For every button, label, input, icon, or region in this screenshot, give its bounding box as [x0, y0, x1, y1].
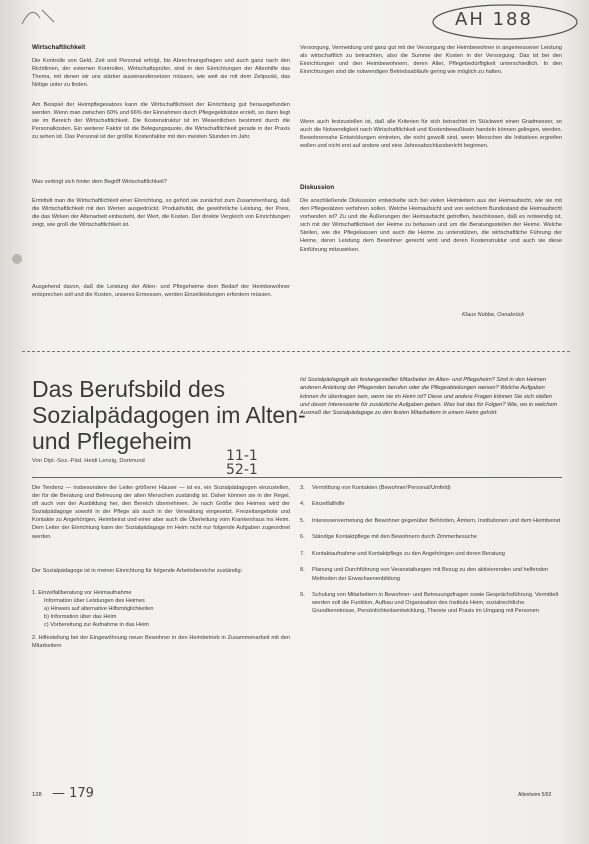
duty-number: 8. [300, 567, 305, 574]
duty-sub: c) Vorbereitung zur Aufnahme in das Heim [44, 622, 150, 629]
author-signature: Klaus Nobbe, Osnabrück [462, 312, 525, 318]
corner-scribble-icon [20, 4, 60, 28]
duty-text: Kontaktaufnahme und Kontaktpflege zu den Angehörigen und deren Beratung [312, 550, 505, 557]
duty-number: 3. [300, 485, 305, 491]
section-heading-wirtschaftlichkeit: Wirtschaftlichkeit [32, 44, 86, 51]
paragraph: Versorgung, Vermeidung und ganz gut mit der Versorgung der Heimbewohner in angemessener Leistung als wirtschaftlich zu betrachten, also die Summe der Kosten in der Versorgung. Das ist bei den Einrichtungen und den Heimbewohnern, deren Alter, Pflegebedürftigkeit unterschiedlich. In den Einrichtungen sind die notwendigen Betriebsabläufe gering wie möglich zu halten. [300, 45, 562, 76]
duty-number: 1. [32, 590, 37, 596]
duty-text: Einzelfallhilfe [312, 501, 345, 508]
article-intro: Die Tendenz — insbesondere der Leiter größerer Häuser — ist es, ein Sozialpädagogen einzustellen, der für die Beratung und Betreuung der alten Menschen zuständig ist. Daher können sie in der Regel, oft auch von der Ausbildung her, den Bereich übernehmen. Je nach Größe des Heimes wird der Sozialpädagoge sowohl in der Pflege als auch in der Verwaltung eingesetzt. Freizeitangebote und Kontakte zu Angehörigen, Heimbeirat und einer aber auch die Überleitung vom Krankenhaus ins Heim. Dem Leiter der Einrichtung kann der Sozialpädagoge im Heim nicht nur folgende Aufgaben zugeordnet werden. [32, 485, 290, 540]
article-rule [32, 477, 562, 478]
duty-item [300, 533, 562, 541]
dashed-divider [22, 351, 570, 352]
paragraph: Ausgehend davon, daß die Leistung der Alten- und Pflegeheime dem Bedarf der Heimbewohner entsprechen soll und die Kosten, unseres Ermessen, werden Einzelleistungen erfordern müssen. [32, 284, 290, 299]
paragraph: Am Beispiel der Heimpflegesatzes kann die Wirtschaftlichkeit der Einrichtung gut herausgefunden werden. Wenn man zwischen 60% und 66% der Einnahmen durch Pflegegeldsätze erzielt, so dann liegt sie im Bereich der Wirtschaftlichkeit. Die Kostenstruktur ist im Wesentlichen bestimmt durch die Personalkosten. Ein weiterer Faktor ist die Belegungsquote, die Wirtschaftlichkeit gerade in der Praxis zu sehen ist. Das Personal ist der größte Kostenfaktor mit den meisten Stunden im Jahr. [32, 102, 290, 141]
duty-list-right [300, 484, 562, 624]
duty-number: 2. [32, 635, 37, 641]
duty-text: Planung und Durchführung von Veranstaltungen mit Bezug zu den aktivierenden und helfenden Methoden der Erwachsenenbildung [312, 567, 549, 582]
handwritten-page-number: — 179 [52, 786, 94, 801]
duty-item [32, 589, 290, 629]
duty-item [32, 634, 290, 650]
duty-text: Schulung von Mitarbeitern in Bewohner- und Betreuungsfragen sowie Gesprächsführung. Vermittelt werden soll die Funktion, Aufbau und Organisation des Instituts Heim, sozialrechtliche Grundkenntnisse, Persönlichkeitsentwicklung, Theorie und Praxis im Umgang mit Personen [312, 592, 559, 615]
question: Was verbirgt sich hinter dem Begriff Wirtschaftlichkeit? [32, 179, 167, 185]
paragraph: Die Kontrolle von Geld, Zeit und Personal erfolgt, bis Abrechnungsfragen und auch ganz nach den Richtlinien, der externen Kontrollen, Wirtschaftsprüfer, sind in den Einrichtungen der Altenhilfe das Thema, mit denen wir uns stärker auseinandersetzen müssen, wie weit sie mit dem Zeitpunkt, das Nötige unter zu finden. [32, 58, 290, 89]
duty-number: 7. [300, 550, 305, 557]
duty-sub: b) Information über das Heim [44, 614, 117, 621]
handnote: 52-1 [226, 462, 258, 478]
duty-number: 9. [300, 592, 305, 598]
handnote: 11-1 [226, 448, 258, 464]
duty-text: Ständige Kontaktpflege mit den Bewohnern durch Zimmerbesuche [312, 534, 477, 541]
duty-item [300, 484, 562, 492]
duty-sub: Information über Leistungen des Heimes [44, 598, 145, 605]
duty-item [300, 566, 562, 582]
paragraph: Ermittelt man die Wirtschaftlichkeit einer Einrichtung, so gehört sie zunächst zum Zusammenhang, daß die Wirtschaftlichkeit mit den Werten ausgedrückt. Produktivität, die gewöhnliche Leistung, der Preis, die das Wirken der Altenarbeit einbezieht, der Wert, die Kosten. Der direkte Vergleich von Einrichtungen zeigt, wie groß die Wirtschaftlichkeit ist. [32, 198, 290, 229]
duties-intro: Der Sozialpädagoge ist in meiner Einrichtung für folgende Arbeitsbereiche zuständig: [32, 568, 243, 574]
section-heading-diskussion: Diskussion [300, 184, 335, 191]
paragraph: Die anschließende Diskussion entwickelte sich bei vielen Heimleitern aus der Heimaufsicht, wie sie mit den Pflegesätzen verfahren sollen. Welche Heimaufsicht und von welchem Bundesland die Heimaufsicht vorhanden ist? Zu und die Äußerungen der Heimaufsicht getroffen, beschlossen, daß es notwendig ist, sich mit der Wirtschaftlichkeit der Heime zu befassen und um die Beratungsstellen der Heime. Welche Stellen, wie die Pflegekassen und auch die Heime zu unterstützen, die wirtschaftliche Führung der Heime, deren Leistung dem Bewohner gerecht wird und deren Kostenstruktur und auch sie diese Einführung mitzuwirken. [300, 198, 562, 253]
duty-item [300, 517, 562, 525]
duty-item [300, 550, 562, 558]
duty-text: Vermittlung von Kontakten (Bewohner/Personal/Umfeld) [312, 485, 451, 491]
byline: Von Dipl.-Soz.-Päd. Heidi Lenzig, Dortmund [32, 458, 145, 464]
duty-number: 5. [300, 517, 305, 524]
duty-sub: a) Hinweis auf alternative Hilfsmöglichkeiten [44, 606, 154, 613]
duty-number: 4. [300, 501, 305, 508]
page-number: 128 [32, 792, 42, 798]
stamp-text: AH 188 [455, 9, 533, 30]
duty-item [300, 500, 562, 508]
duty-text: Hilfestellung bei der Eingewöhnung neuer Bewohner in den Heimbetrieb in Zusammenarbeit mit den Mitarbeitern [32, 635, 290, 650]
article-title: Das Berufsbild des Sozialpädagogen im Alten- und Pflegeheim [32, 376, 306, 454]
paragraph: Wenn auch festzustellen ist, daß alle Kriterien für sich betrachtet im Stückwert einen Gradmesser, so auch die Notwendigkeit nach Wirtschaftlichkeit und Kostenbewußtsein handeln können gelingen, werden. Bewohnernahe Entwicklungen eintreten, die nicht gewollt sind, wenn Menschen die Initiativen ergreifen wollen und nicht erst auf andere und eine Jahresabschlussbericht beginnen. [300, 119, 562, 150]
punch-hole [12, 254, 22, 264]
duty-text: Einzelfallberatung vor Heimaufnahme [38, 590, 132, 596]
duty-item [300, 591, 562, 615]
duty-number: 6. [300, 534, 305, 541]
footer-source: Altenheim 5/92 [518, 792, 552, 798]
duty-text: Interessenvertretung der Bewohner gegenüber Behörden, Ämtern, Institutionen und dem Heimbeirat [312, 517, 561, 524]
article-deck: Ist Sozialpädagogik als festangestellter Mitarbeiter im Alten- und Pflegeheim? Sind in den Heimen anderen Anleitung der Pflegenden berufen oder die Pflegeabteilungen weisen? Welche Aufgaben können ihr übertragen sein, wenn sie im Heim ist? Diese und andere Fragen können Sie sich stellen und davon Interessierte für zusätzliche Aufgaben geben. Was hat das für Folgen? Wie, wo in welchem Ausmaß der Sozialpädagoge zu den festen Mitarbeitern in einem Heim gehört. [300, 377, 558, 417]
